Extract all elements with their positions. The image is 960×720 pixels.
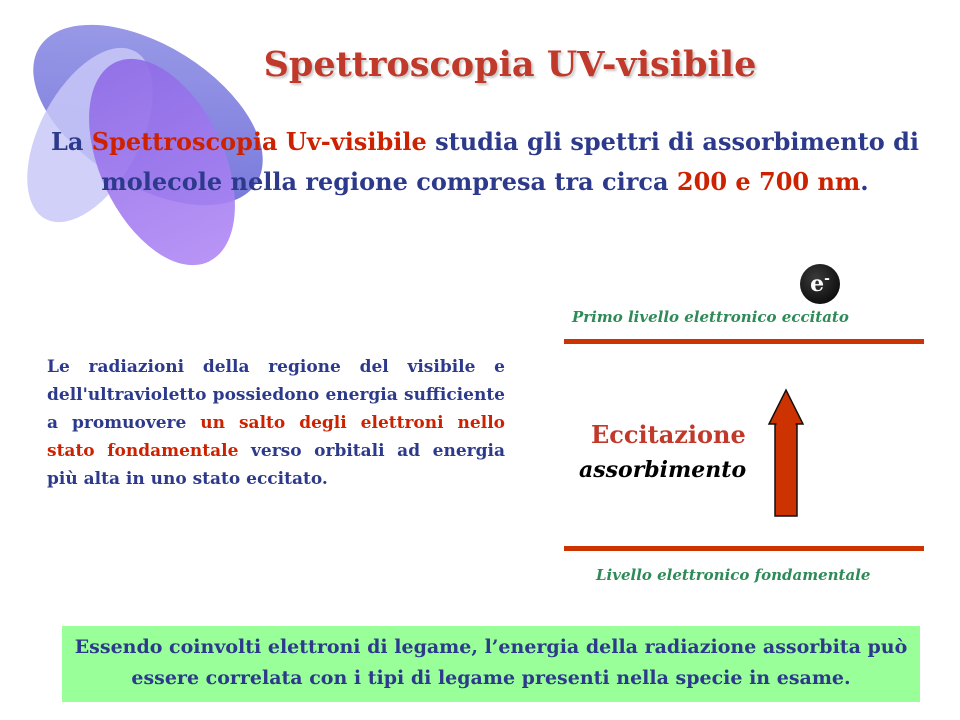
excited-level-line [564,339,924,344]
footer-note-box [62,626,920,702]
radiation-highlight: un salto degli elettroni nello stato fondamentale [47,413,505,461]
intro-text-3: . [860,167,869,196]
ground-level-line [564,546,924,551]
excitation-label: Eccitazione [591,420,746,449]
radiation-text-1: Le radiazioni della regione del visibile e dell'ultravioletto possiedono energia sufficiente a promuovere [47,357,505,433]
excited-level-label: Primo livello elettronico eccitato [572,308,849,326]
electron-icon [800,264,840,304]
footer-note-text: Essendo coinvolti elettroni di legame, l’energia della radiazione assorbita può essere correlata con i tipi di legame presenti nella specie in esame. [74,636,908,689]
intro-paragraph [40,122,930,202]
electron-charge: - [824,271,830,287]
radiation-text-2: verso orbitali ad energia più alta in uno stato eccitato. [47,441,505,489]
absorption-label: assorbimento [579,457,747,483]
radiation-paragraph [47,353,505,493]
intro-text-1: La [50,127,92,156]
excitation-arrow [769,390,803,516]
intro-text-2: studia gli spettri di assorbimento di molecole nella regione compresa tra circa [101,127,920,196]
ground-level-label: Livello elettronico fondamentale [596,566,871,584]
page-title: Spettroscopia UV-visibile [263,44,757,85]
electron-symbol: e [810,271,825,297]
intro-highlight-range: 200 e 700 nm [676,167,861,196]
intro-highlight-technique: Spettroscopia Uv-visibile [91,127,427,156]
